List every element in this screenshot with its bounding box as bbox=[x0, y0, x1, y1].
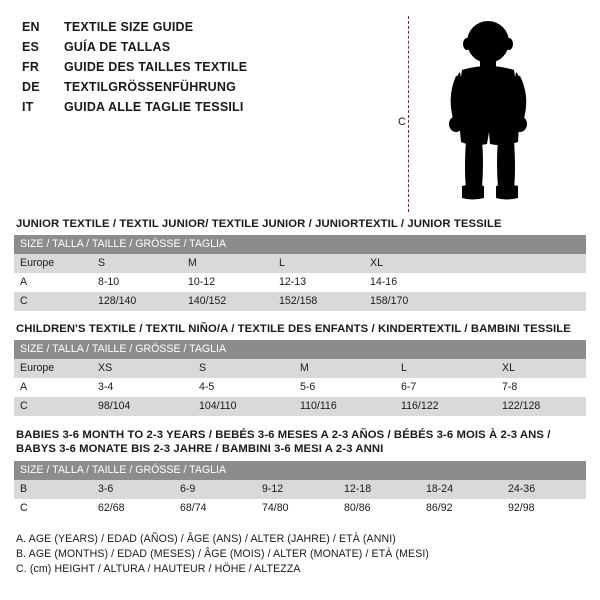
language-code: ES bbox=[22, 40, 40, 54]
measurement-figure bbox=[396, 14, 576, 214]
cell: M bbox=[294, 359, 395, 378]
cell: 68/74 bbox=[174, 499, 256, 518]
row-label: C bbox=[14, 499, 92, 518]
language-row bbox=[22, 18, 352, 37]
footnote-c: C. (cm) HEIGHT / ALTURA / HAUTEUR / HÖHE / ALTEZZA bbox=[16, 563, 301, 575]
cell-empty bbox=[455, 292, 586, 311]
cell: 9-12 bbox=[256, 480, 338, 499]
footnotes bbox=[16, 532, 586, 577]
table-header-row bbox=[14, 340, 586, 359]
cell: XL bbox=[496, 359, 586, 378]
language-title: GUIDA ALLE TAGLIE TESSILI bbox=[64, 100, 244, 114]
cell: L bbox=[395, 359, 496, 378]
section-title-babies: BABIES 3-6 MONTH TO 2-3 YEARS / BEBÉS 3-6 MESES A 2-3 AÑOS / BÉBÉS 3-6 MOIS À 2-3 ANS / BABYS 3-6 MONATE BIS 2-3 JAHRE / BAMBINI 3-6 MESI A 2-3 ANNI bbox=[16, 429, 551, 455]
section-title-children: CHILDREN'S TEXTILE / TEXTIL NIÑO/A / TEXTILE DES ENFANTS / KINDERTEXTIL / BAMBINI TESSILE bbox=[16, 323, 571, 335]
table-row bbox=[14, 292, 586, 311]
cell-empty bbox=[455, 254, 586, 273]
language-title: TEXTILE SIZE GUIDE bbox=[64, 20, 194, 34]
cell: 8-10 bbox=[92, 273, 182, 292]
language-code: IT bbox=[22, 100, 34, 114]
cell: 122/128 bbox=[496, 397, 586, 416]
cell: 10-12 bbox=[182, 273, 273, 292]
cell: L bbox=[273, 254, 364, 273]
table-header-label: SIZE / TALLA / TAILLE / GRÖSSE / TAGLIA bbox=[14, 461, 586, 480]
cell: 18-24 bbox=[420, 480, 502, 499]
footnote-b: B. AGE (MONTHS) / EDAD (MESES) / ÂGE (MOIS) / ALTER (MONATE) / ETÀ (MESI) bbox=[16, 548, 430, 560]
cell: XS bbox=[92, 359, 193, 378]
cell: 86/92 bbox=[420, 499, 502, 518]
table-header-label: SIZE / TALLA / TAILLE / GRÖSSE / TAGLIA bbox=[14, 235, 586, 254]
cell: 92/98 bbox=[502, 499, 586, 518]
cell: 6-7 bbox=[395, 378, 496, 397]
language-code: DE bbox=[22, 80, 40, 94]
language-row bbox=[22, 58, 352, 77]
cell: 12-18 bbox=[338, 480, 420, 499]
cell: 5-6 bbox=[294, 378, 395, 397]
cell: XL bbox=[364, 254, 455, 273]
language-row bbox=[22, 38, 352, 57]
language-title: GUÍA DE TALLAS bbox=[64, 40, 171, 54]
cell: S bbox=[92, 254, 182, 273]
cell: 6-9 bbox=[174, 480, 256, 499]
table-header-row bbox=[14, 235, 586, 254]
row-label: A bbox=[14, 378, 92, 397]
table-row bbox=[14, 480, 586, 499]
row-label: Europe bbox=[14, 359, 92, 378]
measurement-label-c: C bbox=[398, 116, 406, 128]
language-title: GUIDE DES TAILLES TEXTILE bbox=[64, 60, 248, 74]
size-table-babies bbox=[14, 461, 586, 518]
footnote-a: A. AGE (YEARS) / EDAD (AÑOS) / ÂGE (ANS) / ALTER (JAHRE) / ETÀ (ANNI) bbox=[16, 533, 396, 545]
size-table-junior bbox=[14, 235, 586, 311]
cell: 14-16 bbox=[364, 273, 455, 292]
cell: 12-13 bbox=[273, 273, 364, 292]
row-label: C bbox=[14, 292, 92, 311]
language-title-list bbox=[22, 18, 352, 118]
cell: 74/80 bbox=[256, 499, 338, 518]
cell: 110/116 bbox=[294, 397, 395, 416]
table-row bbox=[14, 499, 586, 518]
cell: 4-5 bbox=[193, 378, 294, 397]
row-label: Europe bbox=[14, 254, 92, 273]
table-row bbox=[14, 359, 586, 378]
table-row bbox=[14, 378, 586, 397]
language-code: EN bbox=[22, 20, 40, 34]
table-header-label: SIZE / TALLA / TAILLE / GRÖSSE / TAGLIA bbox=[14, 340, 586, 359]
cell: 24-36 bbox=[502, 480, 586, 499]
table-row bbox=[14, 273, 586, 292]
table-row bbox=[14, 254, 586, 273]
header bbox=[14, 14, 586, 206]
cell: 152/158 bbox=[273, 292, 364, 311]
cell: 158/170 bbox=[364, 292, 455, 311]
cell-empty bbox=[455, 273, 586, 292]
cell: S bbox=[193, 359, 294, 378]
table-row bbox=[14, 397, 586, 416]
cell: 80/86 bbox=[338, 499, 420, 518]
row-label: C bbox=[14, 397, 92, 416]
cell: 3-6 bbox=[92, 480, 174, 499]
language-row bbox=[22, 98, 352, 117]
section-title-junior: JUNIOR TEXTILE / TEXTIL JUNIOR/ TEXTILE JUNIOR / JUNIORTEXTIL / JUNIOR TESSILE bbox=[16, 218, 502, 230]
cell: 3-4 bbox=[92, 378, 193, 397]
table-header-row bbox=[14, 461, 586, 480]
cell: 98/104 bbox=[92, 397, 193, 416]
language-title: TEXTILGRÖSSENFÜHRUNG bbox=[64, 80, 237, 94]
size-table-children bbox=[14, 340, 586, 416]
language-row bbox=[22, 78, 352, 97]
cell: M bbox=[182, 254, 273, 273]
cell: 7-8 bbox=[496, 378, 586, 397]
language-code: FR bbox=[22, 60, 40, 74]
row-label: B bbox=[14, 480, 92, 499]
cell: 62/68 bbox=[92, 499, 174, 518]
row-label: A bbox=[14, 273, 92, 292]
cell: 140/152 bbox=[182, 292, 273, 311]
height-guide-line bbox=[408, 16, 409, 212]
cell: 116/122 bbox=[395, 397, 496, 416]
cell: 128/140 bbox=[92, 292, 182, 311]
child-silhouette-icon bbox=[430, 20, 550, 215]
cell: 104/110 bbox=[193, 397, 294, 416]
